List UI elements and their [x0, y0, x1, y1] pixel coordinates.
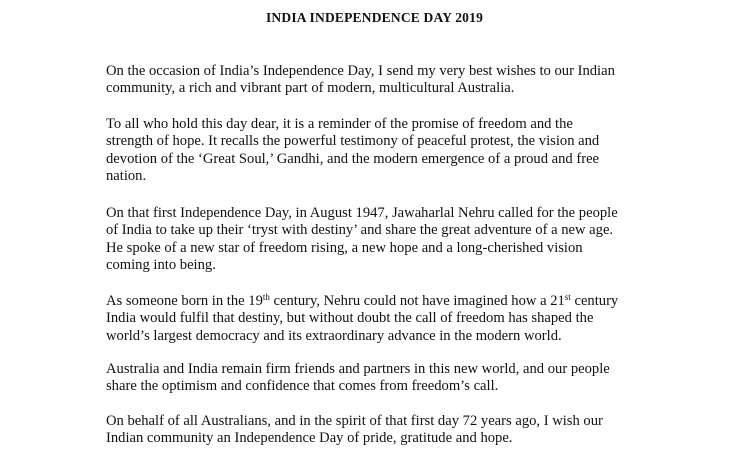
paragraph-line	[106, 293, 666, 310]
paragraph-line: of India to take up their ‘tryst with destiny’ and share the great adventure of a new age.	[106, 222, 614, 239]
text-run: century	[570, 293, 619, 309]
ordinal-suffix: st	[564, 292, 571, 302]
paragraph-line: On the occasion of India’s Independence Day, I send my very best wishes to our Indian	[106, 63, 615, 79]
text-run: century, Nehru could not have imagined how a 21	[269, 293, 565, 309]
document-title: INDIA INDEPENDENCE DAY 2019	[265, 10, 484, 25]
text-run: As someone born in the 19	[106, 293, 263, 309]
paragraph-4	[106, 293, 666, 345]
paragraph-3	[106, 205, 666, 275]
paragraph-line: coming into being.	[106, 257, 216, 274]
paragraph-line: devotion of the ‘Great Soul,’ Gandhi, and the modern emergence of a proud and free	[106, 150, 600, 167]
paragraph-line: strength of hope. It recalls the powerful testimony of peaceful protest, the vision and	[106, 133, 600, 150]
paragraph-5	[106, 361, 666, 396]
paragraph-line: share the optimism and confidence that comes from freedom’s call.	[106, 378, 499, 395]
paragraph-line: India would fulfil that destiny, but without doubt the call of freedom has shaped the	[106, 310, 594, 327]
paragraph-line: On behalf of all Australians, and in the spirit of that first day 72 years ago, I wish our	[106, 413, 603, 429]
ordinal-suffix: th	[262, 292, 270, 302]
paragraph-1	[106, 63, 666, 98]
paragraph-line: He spoke of a new star of freedom rising, a new hope and a long-cherished vision	[106, 239, 583, 256]
paragraph-line: nation.	[106, 168, 147, 185]
paragraph-line: world’s largest democracy and its extraordinary advance in the modern world.	[106, 327, 562, 344]
paragraph-6	[106, 413, 666, 448]
paragraph-line: community, a rich and vibrant part of modern, multicultural Australia.	[106, 80, 515, 97]
paragraph-line: On that first Independence Day, in August 1947, Jawaharlal Nehru called for the people	[106, 205, 618, 221]
paragraph-line: To all who hold this day dear, it is a reminder of the promise of freedom and the	[106, 116, 573, 132]
paragraph-line: Indian community an Independence Day of pride, gratitude and hope.	[106, 430, 513, 447]
paragraph-line: Australia and India remain firm friends and partners in this new world, and our people	[106, 361, 610, 377]
paragraph-2	[106, 116, 666, 186]
